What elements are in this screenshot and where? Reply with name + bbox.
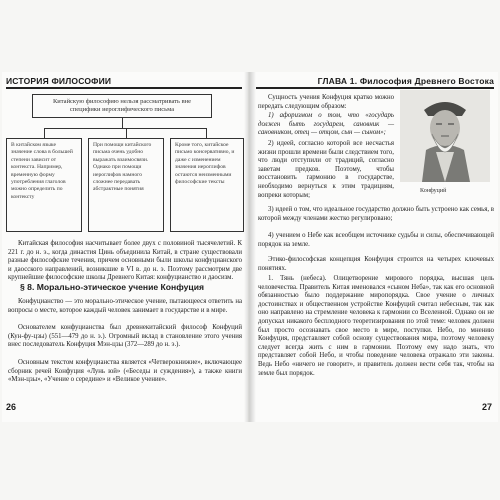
diagram-box-language: В китайском языке значение слова в большей степени зависит от контекста. Например, временную форму употребления глаголов можно определить по контексту [6, 138, 82, 232]
list-item-2: 2) идеей, согласно которой все несчастья жизни прошли времени были следствием того, что люди отступили от традиций, согласно заветам предков. Поэтому, чтобы восстановить гармонию в государстве, необходимо вернуться к этим традициям, вопреки которым; [258, 140, 394, 199]
running-head-left: ИСТОРИЯ ФИЛОСОФИИ [6, 76, 112, 86]
list-item-3: 3) идеей о том, что идеальное государство должно быть устроено как семья, в которой между членами жестко регулировано; [258, 206, 494, 222]
section-title: § 8. Морально-этическое учение Конфуция [20, 282, 205, 292]
intro-paragraph: Китайская философия насчитывает более двух с половиной тысячелетий. К 221 г. до н. э., когда династия Цинь объединила Китай, в стране существовали разные философские течения, причем основными были школы конфуцианского и даосского направлений, возникшие в VI в. до н. э. Поэтому рассмотрим две крупнейшие философские школы Древнего Китая: конфуцианство и даосизм. [8, 240, 242, 282]
diagram-box-conservatism: Кроме того, китайское письмо консервативно, и даже с изменением значения иероглифов остаются неизменными философские тексты [170, 138, 244, 232]
list-item-1: 1) афоризмом о том, что «государь должен быть государем, сановник — сановником, отец — отцом, сын — сыном»; [258, 112, 394, 137]
portrait-caption: Конфуций [420, 188, 447, 194]
tian-paragraph: 1. Тянь (небеса). Олицетворение мирового порядка, высшая цель человечества. Правитель Китая именовался «сыном Неба», так как его основной обязанностью было поддержание миропорядка. Свое учение о личных достоинствах и общественном устройстве Конфуций считал небесным, так как оно направлено на стремление человека к гармонии со Вселенной. Однако он не допускал никакого бесплодного теоретизирования по этой теме: человек должен был просто осознавать свое место в мире, поступки. Небо, по мнению Конфуция, представляет собой основу существования мира, поэтому человеку следует всегда жить с ним в гармонии. Поэтому ему надо знать, что представляет собой Небо, и чтобы поведение человека отражало эти законы. Ведь Небо «ничего не говорит», и правитель должен вести себя так, чтобы на земле был порядок. [258, 275, 494, 377]
texts-paragraph: Основным текстом конфуцианства является «Четверокнижие», включающее сборник речей Конфуция «Лунь юй» («Беседы и суждения»), а также книги «Мэн-цзы», «Учение о середине» и «Великое учение». [8, 359, 242, 384]
book-gutter [244, 72, 256, 422]
running-head-right: ГЛАВА 1. Философия Древнего Востока [317, 76, 494, 86]
essence-paragraph: Сущность учения Конфуция кратко можно передать следующим образом: [258, 94, 394, 110]
definition-paragraph: Конфуцианство — это морально-этическое учение, пытающееся ответить на вопросы о месте, которое каждый человек занимает в государстве и в мире. [8, 298, 242, 314]
left-page [2, 72, 248, 422]
list-item-4: 4) учением о Небе как всеобщем источнике судьбы и силы, обеспечивающей порядок на земле. [258, 232, 494, 248]
diagram-box-writing: При помощи китайского письма очень удобно выражать взаимосвязи. Однако при помощи иероглифов намного сложнее передавать абстрактные понятия [88, 138, 164, 232]
header-rule-left [6, 87, 242, 89]
diagram-connector [206, 128, 207, 138]
diagram-connector [126, 128, 127, 138]
page-number-right: 27 [481, 402, 492, 412]
diagram-connector [44, 128, 45, 138]
concepts-paragraph: Этико-философская концепция Конфуция строится на четырех ключевых понятиях. [258, 256, 494, 272]
portrait-illustration [400, 90, 490, 182]
diagram-connector [122, 118, 123, 128]
diagram-top-box: Китайскую философию нельзя рассматривать вне специфики иероглифического письма [32, 94, 212, 118]
page-number-left: 26 [6, 402, 17, 412]
founder-paragraph: Основателем конфуцианства был древнекитайский философ Конфуций (Кун-фу-цзы) (551—479 до н. э.). Огромный вклад в становление этого учения внес последователь Конфуция Мэн-цзы (372—289 до н. э.). [8, 324, 242, 349]
header-rule-right [256, 87, 494, 89]
confucius-portrait [400, 90, 490, 182]
right-page [250, 72, 498, 422]
